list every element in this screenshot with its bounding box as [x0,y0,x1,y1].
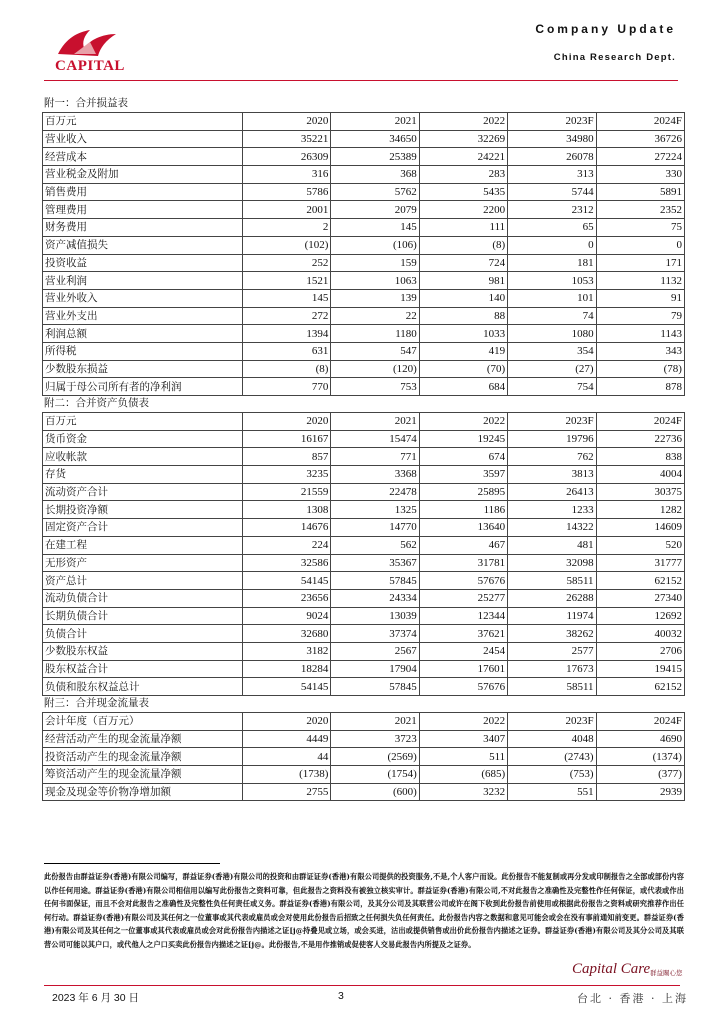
income-statement-section [42,96,684,396]
value-cell: 1080 [508,325,596,343]
value-cell: 762 [508,448,596,466]
table-row [43,678,685,696]
year-header-cell: 2023F [508,713,596,731]
value-cell: 724 [419,254,507,272]
row-label-cell: 营业利润 [43,272,243,290]
value-cell: 1053 [508,272,596,290]
value-cell: 11974 [508,607,596,625]
value-cell: 770 [243,378,331,396]
table-row [43,554,685,572]
year-header-cell: 2023F [508,113,596,131]
value-cell: 754 [508,378,596,396]
value-cell: 14770 [331,519,419,537]
value-cell: 58511 [508,572,596,590]
value-cell: 2577 [508,642,596,660]
value-cell: 101 [508,289,596,307]
value-cell: 37374 [331,625,419,643]
value-cell: 74 [508,307,596,325]
footnote-divider [44,863,220,864]
value-cell: 4449 [243,730,331,748]
row-label-cell: 存货 [43,466,243,484]
value-cell: 343 [596,342,684,360]
value-cell: 38262 [508,625,596,643]
value-cell: 1394 [243,325,331,343]
year-header-cell: 2021 [331,713,419,731]
value-cell: 18284 [243,660,331,678]
value-cell: 65 [508,219,596,237]
value-cell: 252 [243,254,331,272]
year-header-cell: 2024F [596,713,684,731]
table-row [43,325,685,343]
year-header-cell: 2020 [243,113,331,131]
value-cell: 2 [243,219,331,237]
value-cell: 159 [331,254,419,272]
value-cell: 3232 [419,783,507,801]
value-cell: 35221 [243,130,331,148]
value-cell: 145 [243,289,331,307]
value-cell: (120) [331,360,419,378]
value-cell: 551 [508,783,596,801]
table-row [43,289,685,307]
table-row [43,607,685,625]
value-cell: 91 [596,289,684,307]
value-cell: 481 [508,536,596,554]
value-cell: 3368 [331,466,419,484]
value-cell: 283 [419,166,507,184]
row-label-cell: 营业收入 [43,130,243,148]
value-cell: 14322 [508,519,596,537]
value-cell: 9024 [243,607,331,625]
table-row [43,448,685,466]
value-cell: 4690 [596,730,684,748]
value-cell: 32269 [419,130,507,148]
value-cell: 3723 [331,730,419,748]
value-cell: 19245 [419,430,507,448]
value-cell: 22736 [596,430,684,448]
value-cell: 1143 [596,325,684,343]
office-cities: 台北 · 香港 · 上海 [577,992,688,1005]
year-header-cell: 2020 [243,413,331,431]
header-divider [44,80,678,81]
section-title: 附一：合并损益表 [44,97,128,109]
row-label-cell: 财务费用 [43,219,243,237]
value-cell: 354 [508,342,596,360]
value-cell: (78) [596,360,684,378]
table-row [43,483,685,501]
value-cell: 520 [596,536,684,554]
table-row [43,501,685,519]
value-cell: 24221 [419,148,507,166]
table-row [43,430,685,448]
value-cell: (2569) [331,748,419,766]
value-cell: 2352 [596,201,684,219]
value-cell: 37621 [419,625,507,643]
value-cell: 17673 [508,660,596,678]
value-cell: (600) [331,783,419,801]
report-date: 2023 年 6 月 30 日 [52,992,139,1004]
value-cell: 24334 [331,589,419,607]
value-cell: 16167 [243,430,331,448]
value-cell: 26288 [508,589,596,607]
value-cell: 30375 [596,483,684,501]
value-cell: 1186 [419,501,507,519]
year-header-cell: 2022 [419,713,507,731]
row-label-cell: 所得税 [43,342,243,360]
value-cell: 111 [419,219,507,237]
value-cell: 35367 [331,554,419,572]
value-cell: 139 [331,289,419,307]
value-cell: 1308 [243,501,331,519]
value-cell: 684 [419,378,507,396]
value-cell: 27340 [596,589,684,607]
row-label-cell: 经营成本 [43,148,243,166]
value-cell: 26413 [508,483,596,501]
row-label-cell: 销售费用 [43,183,243,201]
value-cell: 32098 [508,554,596,572]
value-cell: 62152 [596,678,684,696]
value-cell: 771 [331,448,419,466]
value-cell: (1374) [596,748,684,766]
value-cell: 26309 [243,148,331,166]
value-cell: 4048 [508,730,596,748]
value-cell: 13039 [331,607,419,625]
table-row [43,130,685,148]
value-cell: 25277 [419,589,507,607]
value-cell: 32586 [243,554,331,572]
row-label-cell: 营业外支出 [43,307,243,325]
cash-flow-section [42,696,684,801]
table-row [43,730,685,748]
value-cell: 3813 [508,466,596,484]
value-cell: 21559 [243,483,331,501]
year-header-cell: 2021 [331,413,419,431]
year-header-cell: 2023F [508,413,596,431]
year-header-cell: 2020 [243,713,331,731]
value-cell: 57845 [331,572,419,590]
value-cell: 1282 [596,501,684,519]
value-cell: 313 [508,166,596,184]
value-cell: 330 [596,166,684,184]
value-cell: 2567 [331,642,419,660]
value-cell: 419 [419,342,507,360]
value-cell: 2939 [596,783,684,801]
section-title: 附三：合并现金流量表 [44,697,149,709]
year-header-cell: 2022 [419,113,507,131]
table-row [43,378,685,396]
value-cell: 17601 [419,660,507,678]
value-cell: 34980 [508,130,596,148]
table-row [43,148,685,166]
value-cell: 12344 [419,607,507,625]
value-cell: 224 [243,536,331,554]
report-type-title: Company Update [535,22,676,36]
value-cell: 3597 [419,466,507,484]
row-label-cell: 投资收益 [43,254,243,272]
value-cell: 22 [331,307,419,325]
value-cell: (1738) [243,766,331,784]
table-row [43,660,685,678]
value-cell: (1754) [331,766,419,784]
table-row [43,272,685,290]
table-row [43,783,685,801]
value-cell: 44 [243,748,331,766]
header-label-cell: 百万元 [43,113,243,131]
value-cell: 31781 [419,554,507,572]
row-label-cell: 管理费用 [43,201,243,219]
value-cell: 26078 [508,148,596,166]
value-cell: 5744 [508,183,596,201]
value-cell: 40032 [596,625,684,643]
table-row [43,307,685,325]
income-statement-table [42,112,685,396]
row-label-cell: 负债和股东权益总计 [43,678,243,696]
value-cell: 57845 [331,678,419,696]
row-label-cell: 营业税金及附加 [43,166,243,184]
value-cell: 1033 [419,325,507,343]
value-cell: 838 [596,448,684,466]
table-header-row [43,113,685,131]
value-cell: 19415 [596,660,684,678]
value-cell: 5762 [331,183,419,201]
value-cell: 22478 [331,483,419,501]
value-cell: 878 [596,378,684,396]
value-cell: 2001 [243,201,331,219]
row-label-cell: 无形资产 [43,554,243,572]
table-row [43,166,685,184]
value-cell: 2200 [419,201,507,219]
table-row [43,572,685,590]
value-cell: (27) [508,360,596,378]
year-header-cell: 2024F [596,113,684,131]
table-row [43,519,685,537]
table-row [43,360,685,378]
legal-disclaimer: 此份报告由群益证券(香港)有限公司编写，群益证券(香港)有限公司的投资和由群证证券(香港)有限公司提供的投资服务,不是,个人客户而设。此份报告不能复制或再分发或印制报告之全部或部份内容以作任何用途。群益证券(香港)有限公司相信用以编写此份报告之资料可靠，但此报告之资料没有被独立核实审计。群益证券(香港)有限公司,不对此报告之准确性及完整性作任何保证，或代表或作出任何书面保证，而且不会对此报告之准确性及完整性负任何责任或义务。群益证券(香港)有限公司，及其分公司及其联营公司或许在阁下收到此份报告前使用或根据此份报告之资料或研究推荐作出任何行动。群益证券(香港)有限公司及其任何之一位董事或其代表或雇员或会对使用此份报告后招致之任何损失负任何责任。此份报告内容之数据和意见可能会或会在没有事前通知前变更。群益证券(香港)有限公司及其任何之一位董事或其代表或雇员或会对此份报告内描述之证[j@持叠见或立场，或会买进，沽出或提供销售或出价此份报告内描述之证券。群益证券(香港)有限公司及其分公司及其联营公司可能以其户口，或代他人之户口买卖此份报告内描述之证[j@。此份报告,不是用作推销或促使客人交易此报告内所提及之证券。 [44,872,684,949]
row-label-cell: 在建工程 [43,536,243,554]
value-cell: 171 [596,254,684,272]
value-cell: (70) [419,360,507,378]
row-label-cell: 固定资产合计 [43,519,243,537]
value-cell: (753) [508,766,596,784]
year-header-cell: 2024F [596,413,684,431]
value-cell: 25389 [331,148,419,166]
table-row [43,219,685,237]
value-cell: 547 [331,342,419,360]
value-cell: 15474 [331,430,419,448]
value-cell: (106) [331,236,419,254]
value-cell: 5786 [243,183,331,201]
value-cell: 272 [243,307,331,325]
row-label-cell: 负债合计 [43,625,243,643]
value-cell: 1063 [331,272,419,290]
page-number: 3 [338,990,344,1002]
value-cell: 75 [596,219,684,237]
value-cell: 17904 [331,660,419,678]
value-cell: 0 [508,236,596,254]
row-label-cell: 利润总额 [43,325,243,343]
value-cell: 27224 [596,148,684,166]
footer-divider [44,985,680,986]
table-row [43,236,685,254]
value-cell: 145 [331,219,419,237]
value-cell: (8) [243,360,331,378]
table-row [43,536,685,554]
value-cell: 25895 [419,483,507,501]
table-row [43,183,685,201]
logo-wordmark: CAPITAL [55,58,125,74]
value-cell: 5435 [419,183,507,201]
value-cell: 12692 [596,607,684,625]
table-row [43,342,685,360]
value-cell: (8) [419,236,507,254]
row-label-cell: 货币资金 [43,430,243,448]
value-cell: 3235 [243,466,331,484]
header-label-cell: 会计年度（百万元） [43,713,243,731]
value-cell: 54145 [243,572,331,590]
value-cell: (685) [419,766,507,784]
row-label-cell: 营业外收入 [43,289,243,307]
value-cell: 36726 [596,130,684,148]
value-cell: 4004 [596,466,684,484]
value-cell: 31777 [596,554,684,572]
value-cell: 58511 [508,678,596,696]
year-header-cell: 2021 [331,113,419,131]
cash-flow-table [42,712,685,801]
value-cell: 54145 [243,678,331,696]
row-label-cell: 现金及现金等价物净增加额 [43,783,243,801]
value-cell: 3182 [243,642,331,660]
balance-sheet-section [42,396,684,696]
value-cell: 631 [243,342,331,360]
value-cell: 5891 [596,183,684,201]
table-row [43,766,685,784]
value-cell: 14609 [596,519,684,537]
value-cell: 13640 [419,519,507,537]
value-cell: 2755 [243,783,331,801]
value-cell: 14676 [243,519,331,537]
value-cell: 34650 [331,130,419,148]
value-cell: 1233 [508,501,596,519]
value-cell: 19796 [508,430,596,448]
value-cell: 23656 [243,589,331,607]
value-cell: (102) [243,236,331,254]
row-label-cell: 少数股东损益 [43,360,243,378]
value-cell: 368 [331,166,419,184]
table-row [43,466,685,484]
value-cell: 57676 [419,572,507,590]
year-header-cell: 2022 [419,413,507,431]
capital-care-tagline: 群益關心您 [650,969,683,977]
table-row [43,589,685,607]
row-label-cell: 投资活动产生的现金流量净额 [43,748,243,766]
table-header-row [43,413,685,431]
department-label: China Research Dept. [553,52,676,63]
table-row [43,254,685,272]
value-cell: 1325 [331,501,419,519]
value-cell: 562 [331,536,419,554]
row-label-cell: 资产减值损失 [43,236,243,254]
value-cell: 2079 [331,201,419,219]
value-cell: 753 [331,378,419,396]
row-label-cell: 股东权益合计 [43,660,243,678]
table-row [43,201,685,219]
row-label-cell: 流动负债合计 [43,589,243,607]
value-cell: 1132 [596,272,684,290]
value-cell: 57676 [419,678,507,696]
header-label-cell: 百万元 [43,413,243,431]
section-title: 附二：合并资产负债表 [44,397,149,409]
value-cell: 2706 [596,642,684,660]
row-label-cell: 长期负债合计 [43,607,243,625]
row-label-cell: 资产总计 [43,572,243,590]
value-cell: 857 [243,448,331,466]
row-label-cell: 流动资产合计 [43,483,243,501]
value-cell: 32680 [243,625,331,643]
table-row [43,642,685,660]
value-cell: 674 [419,448,507,466]
row-label-cell: 经营活动产生的现金流量净额 [43,730,243,748]
value-cell: 511 [419,748,507,766]
value-cell: 0 [596,236,684,254]
value-cell: (2743) [508,748,596,766]
value-cell: 88 [419,307,507,325]
value-cell: 1521 [243,272,331,290]
table-row [43,625,685,643]
capital-care-logo: Capital Care [572,961,651,977]
value-cell: 2312 [508,201,596,219]
row-label-cell: 筹资活动产生的现金流量净额 [43,766,243,784]
row-label-cell: 长期投资净额 [43,501,243,519]
row-label-cell: 应收帐款 [43,448,243,466]
row-label-cell: 归属于母公司所有者的净利润 [43,378,243,396]
table-header-row [43,713,685,731]
value-cell: 316 [243,166,331,184]
value-cell: 981 [419,272,507,290]
value-cell: 140 [419,289,507,307]
value-cell: 3407 [419,730,507,748]
value-cell: (377) [596,766,684,784]
table-row [43,748,685,766]
balance-sheet-table [42,412,685,696]
row-label-cell: 少数股东权益 [43,642,243,660]
value-cell: 62152 [596,572,684,590]
value-cell: 1180 [331,325,419,343]
value-cell: 2454 [419,642,507,660]
value-cell: 181 [508,254,596,272]
value-cell: 79 [596,307,684,325]
value-cell: 467 [419,536,507,554]
